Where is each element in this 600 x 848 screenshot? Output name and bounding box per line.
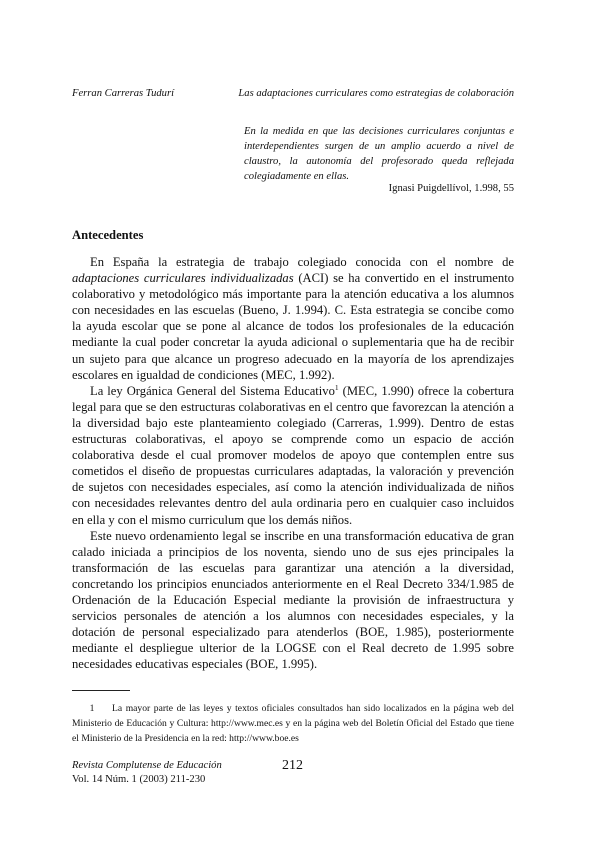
paragraph-3: Este nuevo ordenamiento legal se inscribe en una transformación educativa de gran calado iniciada a principios de los noventa, siendo uno de sus ejes principales la transformación de las escuelas para garantizar una atención a la diversidad, concretando los principios enunciados anteriormente en el Real Decreto 334/1.985 de Ordenación de la Educación Especial mediante la provisión de infraestructura y servicios personales de atención a los alumnos con necesidades especiales, y la dotación de personal especializado para atenderlos (BOE, 1.985), posteriormente mediante el despliegue ulterior de la LOGSE con el Real decreto de 1.995 sobre necesidades educativas especiales (BOE, 1.995). [72, 528, 514, 672]
paragraph-2-text-a: La ley Orgánica General del Sistema Educativo [90, 383, 335, 398]
epigraph-attribution: Ignasi Puigdellívol, 1.998, 55 [388, 183, 514, 194]
footnote [72, 701, 514, 746]
footnote-marker: 1 [89, 703, 95, 714]
running-header-title: Las adaptaciones curriculares como estrategias de colaboración [238, 88, 514, 99]
running-header-author: Ferran Carreras Tudurí [72, 88, 175, 99]
paragraph-2-text-b: (MEC, 1.990) ofrece la cobertura legal para que se den estructuras colaborativas en el centro que favorezcan la atención a la diversidad bajo este planteamiento colegiado (Carreras, 1.999). Dentro de estas estructuras colaborativas, el apoyo se comprende como un espacio de acción colaborativa desde el cual promover modelos de apoyo que contemplen entre sus cometidos el diseño de propuestas curriculares adaptadas, la valoración y prevención de sujetos con necesidades especiales, así como la atención individualizada de niños con necesidades relevantes dentro del aula ordinaria pero en cualquier caso incluidos en ella y con el mismo curriculum que los demás niños. [72, 383, 514, 527]
footnote-reference: 1 [334, 382, 339, 392]
paragraph-1 [72, 254, 514, 383]
paragraph-1-text-b: (ACI) se ha convertido en el instrumento colaborativo y metodológico más importante para la atención educativa a los alumnos con necesidades en las escuelas (Bueno, J. 1.994). C. Esta estrategia se concibe como la ayuda escolar que se pone al alcance de todos los profesionales de la educación mediante la cual poder concretar la ayuda adicional o suplementaria que ha de recibir un sujeto para que alcance un progreso adecuado en la mayoría de los aprendizajes escolares en igualdad de condiciones (MEC, 1.992). [72, 271, 514, 382]
paragraph-2 [72, 383, 514, 528]
epigraph-quote: En la medida en que las decisiones curriculares conjuntas e interdependientes surgen de un amplio acuerdo a nivel de claustro, la autonomía del profesorado queda reflejada colegiadamente en ellas. [244, 126, 514, 182]
journal-name: Revista Complutense de Educación [72, 760, 222, 771]
journal-volume: Vol. 14 Núm. 1 (2003) 211-230 [72, 774, 206, 785]
page-number: 212 [282, 758, 303, 773]
paragraph-1-emphasis: adaptaciones curriculares individualizadas [72, 271, 294, 286]
body-text [72, 254, 514, 672]
footnote-text: La mayor parte de las leyes y textos oficiales consultados han sido localizados en la página web del Ministerio de Educación y Cultura: http://www.mec.es y en la página web del Boletín Oficial del Estado que tiene el Ministerio de la Presidencia en la red: http://www.boe.es [72, 703, 514, 744]
footnote-divider [72, 690, 130, 691]
paragraph-1-text-a: En España la estrategia de trabajo colegiado conocida con el nombre de [90, 255, 514, 269]
journal-citation [72, 759, 222, 787]
section-heading: Antecedentes [72, 228, 144, 242]
